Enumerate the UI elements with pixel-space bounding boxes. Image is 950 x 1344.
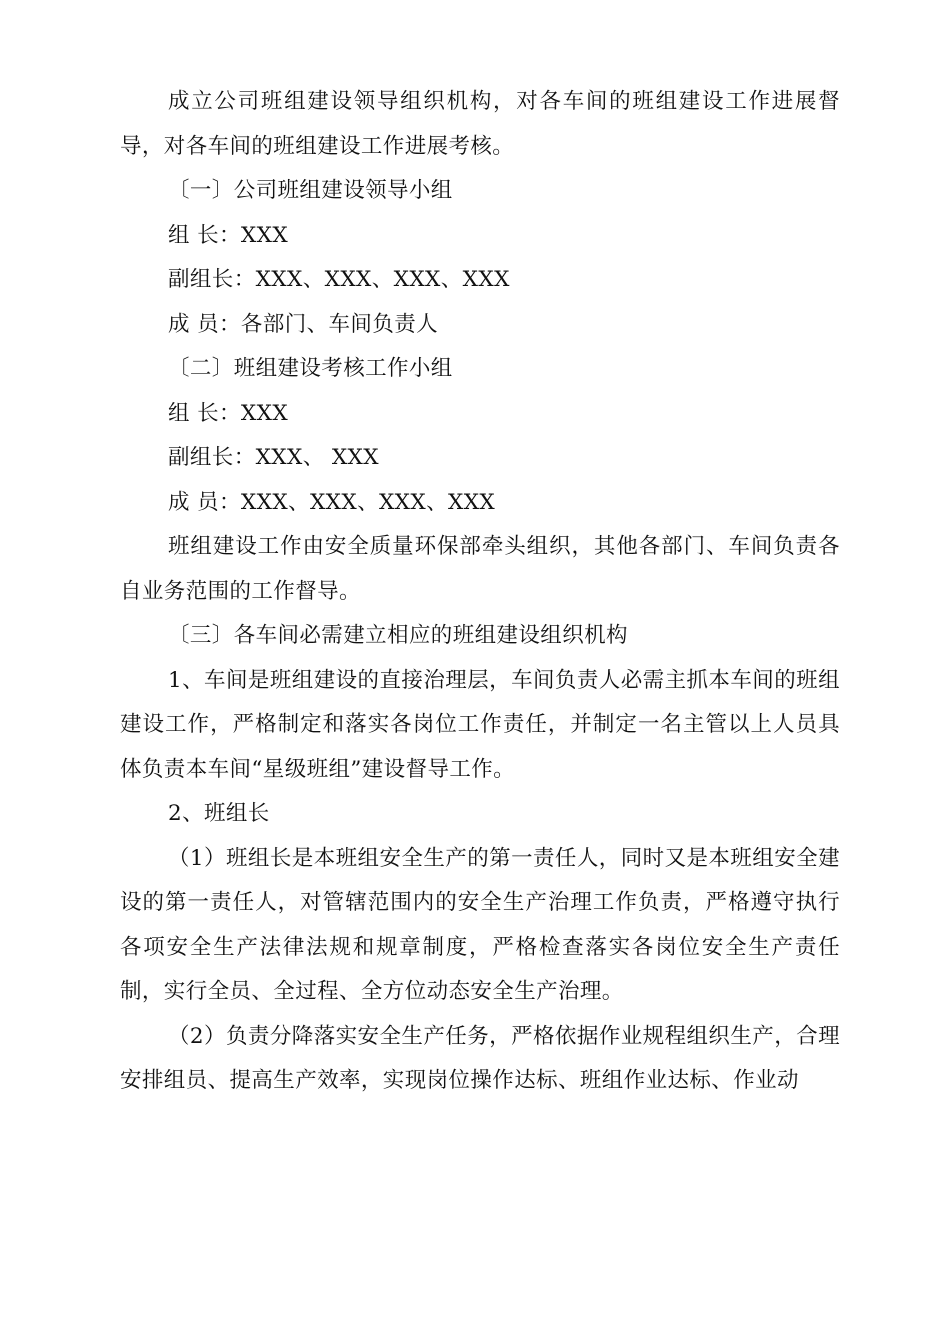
deputy-leader-line: 副组长：XXX、XXX、XXX、XXX [168, 267, 510, 292]
workshop-paragraph: 1、车间是班组建设的直接治理层，车间负责人必需主抓本车间的班组建设工作，严格制定和落实各岗位工作责任，并制定一名主管以上人员具体负责本车间“星级班组”建设督导工作。 [120, 667, 840, 782]
leader-line: 组 长：XXX [168, 222, 289, 248]
intro-paragraph: 成立公司班组建设领导组织机构，对各车间的班组建设工作进展督导，对各车间的班组建设工作进展考核。 [120, 89, 840, 159]
team-leader-heading: 2、班组长 [168, 801, 270, 826]
members-line: 成 员：XXX、XXX、XXX、XXX [168, 489, 496, 515]
team-leader-duty-1: （1）班组长是本班组安全生产的第一责任人，同时又是本班组安全建设的第一责任人，对管辖范围内的安全生产治理工作负责，严格遵守执行各项安全生产法律法规和规章制度，严格检查落实各岗位安全生产责任制，实行全员、全过程、全方位动态安全生产治理。 [120, 845, 840, 1004]
section-heading-2: 〔二〕班组建设考核工作小组 [168, 356, 453, 381]
section-heading-1: 〔一〕公司班组建设领导小组 [168, 178, 453, 203]
document-page [120, 80, 840, 1104]
team-leader-duty-2: （2）负责分降落实安全生产任务，严格依据作业规程组织生产，合理安排组员、提高生产效率，实现岗位操作达标、班组作业达标、作业动 [120, 1023, 840, 1093]
leader-line: 组 长：XXX [168, 400, 289, 426]
section-heading-3: 〔三〕各车间必需建立相应的班组建设组织机构 [168, 623, 628, 648]
responsibility-paragraph: 班组建设工作由安全质量环保部牵头组织，其他各部门、车间负责各自业务范围的工作督导。 [120, 534, 840, 604]
deputy-leader-line: 副组长：XXX、 XXX [168, 445, 379, 470]
members-line: 成 员：各部门、车间负责人 [168, 311, 439, 337]
